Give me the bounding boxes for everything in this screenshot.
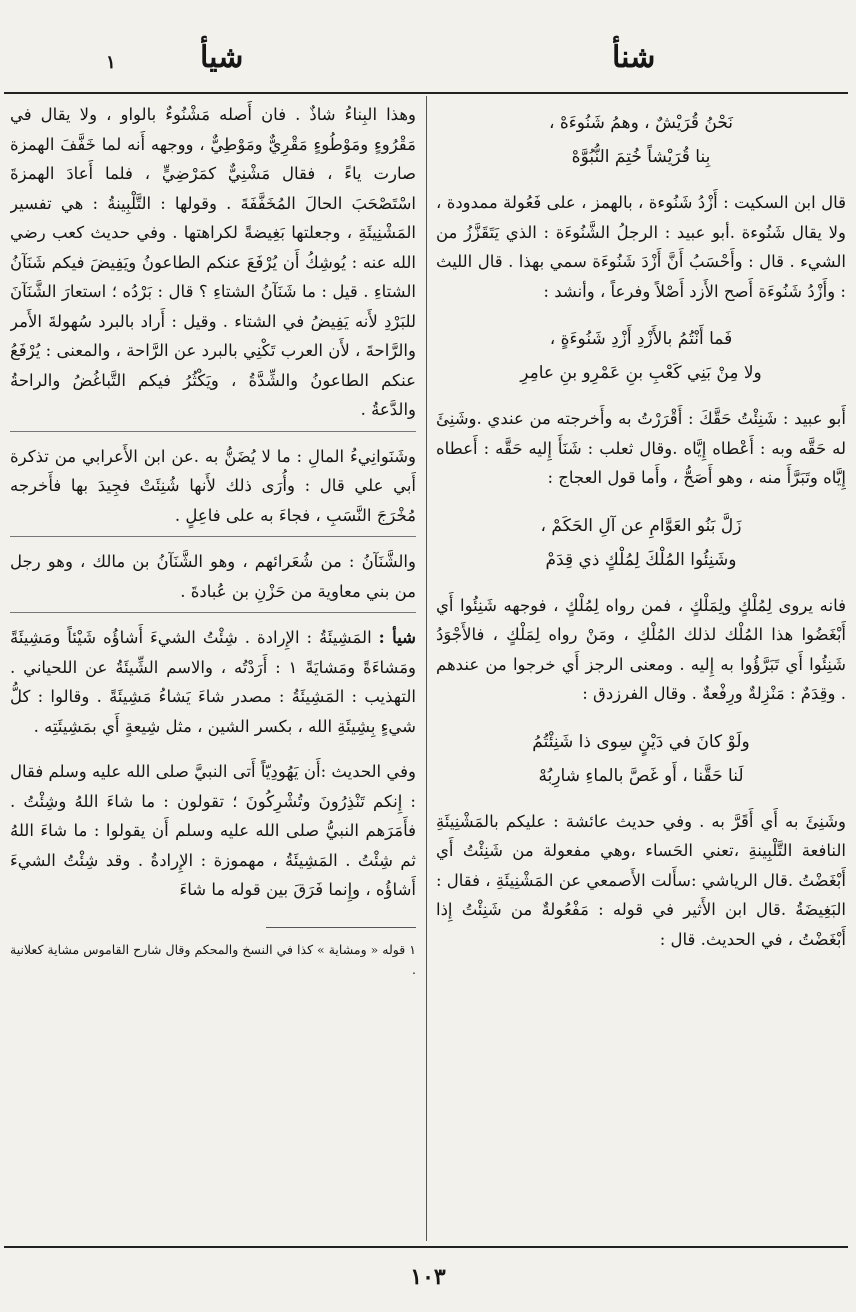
poem-verse [436, 106, 846, 174]
header-rule [4, 92, 848, 94]
footer-rule [4, 1246, 848, 1248]
entry-paragraph [10, 623, 416, 747]
right-column [436, 100, 846, 1240]
verse-line: نَحْنُ قُرَيْشٌ ، وهمُ شَنُوءَهْ ، [548, 113, 734, 133]
verse-line: زَلَّ بَنُو العَوَّامِ عن آلِ الحَكَمْ ، [540, 515, 742, 536]
footnote: ١ قوله « ومشاية » كذا في النسخ والمحكم وقال شارح القاموس مشاية كعلانية . [10, 942, 416, 977]
paragraph: وشَنَوانِيءُ المالِ : ما لا يُضَنُّ به .عن ابن الأَعرابي من تذكرة أَبي علي قال : وأُرَى ذلك لأَنها شُنِئَتْ فجِيدَ بها فأَخرجه مُخْرَجَ النَّسَبِ ، فجاءَ به على فاعِلٍ . [10, 442, 416, 538]
column-divider [426, 96, 427, 1241]
verse-line: ولا مِنْ بَنِي كَعْبِ بنِ عَمْرِو بنِ عامِرِ [520, 363, 762, 383]
paragraph: وشَنِئَ به أَي أَقَرَّ به . وفي حديث عائشة : عليكم بالمَشْنِيئَةِ النافعة التَّلْبِينةِ ،تعني الحَساء ،وهي مفعولة من شَنِئْتُ أَي أَبْغَضْتُ .قال الرياشي :سأَلت الأَصمعي عن المَشْنِيئَةِ ، فقال : البَغِيضَةُ .قال ابن الأَثير في قوله : مَفْعُولةٌ من شَنِئْتُ إِذا أَبْغَضْتُ ، في الحديث. قال : [436, 811, 846, 949]
verse-line: ولَوْ كانَ في دَيْنٍ سِوى ذا شَنِئْتُمُ [532, 731, 750, 752]
footnote-rule [266, 927, 416, 928]
page-number: ١٠٣ [410, 1264, 446, 1290]
left-column [10, 100, 416, 1240]
header-root-left: شيأ [200, 40, 244, 75]
entry-text: المَشِيئَةُ : الإِرادة . شِئْتُ الشيءَ أَشاؤُه شَيْئاً ومَشِيئَةً ومَشاءَةً ومَشايَةً ١ : أَرَدْتُه ، والاسم الشِّيئَةُ عن اللحياني . التهذيب : المَشِيئَةُ : مصدر شاءَ يَشاءُ مَشِيئَةً . وقالوا : كلُّ شيءٍ بِشِيئَةِ الله ، بكسر الشين ، مثل شِيعةٍ أَي بمَشِيئَتِه . [10, 628, 416, 736]
paragraph: والشَّنَآنُ : من شُعَرائهم ، وهو الشَّنَآنُ بن مالك ، وهو رجل من بني معاوية من حَزْنِ بن عُبادةَ . [10, 547, 416, 613]
paragraph: فانه يروى لِمُلْكٍ ولِمَلْكٍ ، فمن رواه لِمُلْكٍ ، فوجهه شَنِئُوا أَي أَبْغَضُوا هذا المُلْك لذلك المُلْكِ ، ومَنْ رواه لِمَلْكٍ ، فالأَجْوَدُ شَنِئُوا أَي تَبَرَّؤُوا به إِليه . ومعنى الرجز أَي خرجوا من عندهم . وقِدَمٌ : مَنْزِلةٌ ورِفْعةٌ . وقال الفرزدق : [436, 595, 846, 703]
paragraph: قال ابن السكيت : أَزْدُ شَنُوءة ، بالهمز ، على فَعُولة ممدودة ، ولا يقال شَنُوءة .أبو عبيد : الرجلُ الشَّنُوءَة : الذي يَتَقَزَّزُ من الشيء . قال : وأَحْسَبُ أَنَّ أَزْدَ شَنُوءَة سمي بهذا . قال الليث : وأَزْدُ شَنُوءَة أَصح الأَزد أَصْلاً وفرعاً ، وأنشد : [436, 193, 846, 301]
paragraph: أَبو عبيد : شَنِئْتُ حَقَّكَ : أَقْرَرْتُ به وأَخرجته من عندي .وشَنِئَ له حَقَّه وبه : أَعْطاه إِيَّاه .وقال ثعلب : شَنَأَ إِليه حَقَّه : أَعطاه إِيَّاه وتَبَرَّأَ منه ، وهو أَصَحُّ ، وأَما قول العجاج : [436, 409, 846, 487]
verse-line: لَنا حَقَّنا ، أَو غَصَّ بالماءِ شارِبُهْ [538, 765, 744, 786]
header-root-right: شنأ [612, 40, 656, 75]
poem-verse [436, 322, 846, 390]
entry-headword: شيأ : [378, 628, 416, 647]
verse-line: وشَنِئُوا المُلْكَ لِمُلْكٍ ذي قِدَمْ [545, 549, 737, 570]
page-header [0, 40, 856, 80]
poem-verse [436, 509, 846, 577]
paragraph: وهذا البِناءُ شاذٌ . فان أَصله مَشْنُوءٌ بالواو ، ولا يقال في مَقْرُوءٍ ومَوْطُوءٍ مَقْرِيٌّ ومَوْطِيٌّ ، ووجهه أَنه لما خَفَّفَ الهمزة صارت ياءً ، فقال مَشْنِيٌّ كمَرْضِيٍّ ، فلما أَعادَ الهمزةَ اسْتَصْحَبَ الحالَ المُخَفَّفَةَ . وقولها : التَّلْبِينةُ : هي تفسير المَشْنِيئَةِ ، وجعلتها بَغِيضةً لكراهتها . وفي حديث كعب رضي الله عنه : يُوشِكُ أَن يُرْفَعَ عنكم الطاعونُ ويَفِيضَ فيكم شَنَآنُ الشتاءِ . قيل : ما شَنَآنُ الشتاءِ ؟ قال : بَرْدُه ؛ استعارَ الشَّنَآنَ للبَرْدِ لأَنه يَفِيضُ في الشتاء . وقيل : أَراد بالبرد سُهولةَ الأَمر والرَّاحةَ ، لأَن العرب تَكْنِي بالبرد عن الرَّاحة ، والمعنى : يُرْفَعُ عنكم الطاعونُ والشِّدَّةُ ، ويَكْثُرُ فيكم التَّباغُضُ والراحةُ والدَّعةُ . [10, 100, 416, 432]
verse-line: فَما أَنْتُمُ بالأَزْدِ أَزْدِ شَنُوءَةٍ ، [549, 329, 733, 349]
poem-verse [436, 725, 846, 793]
paragraph: وفي الحديث :أَن يَهُودِيّاً أَتى النبيَّ صلى الله عليه وسلم فقال : إِنكم تَنْذِرُونَ وتُشْرِكُونَ ؛ تقولون : ما شاءَ اللهُ وشِئْتُ . فأَمَرَهم النبيُّ صلى الله عليه وسلم أَن يقولوا : ما شاءَ اللهُ ثم شِئْتُ . المَشِيئَةُ ، مهموزة : الإِرادةُ . وقد شِئْتُ الشيءَ أَشاؤُه ، وإِنما فَرَقَ بين قوله ما شاءَ [10, 762, 416, 899]
header-mark: ١ [106, 52, 116, 73]
verse-line: بِنا قُرَيْشاً خُتِمَ النُّبُوَّهْ [571, 147, 711, 167]
